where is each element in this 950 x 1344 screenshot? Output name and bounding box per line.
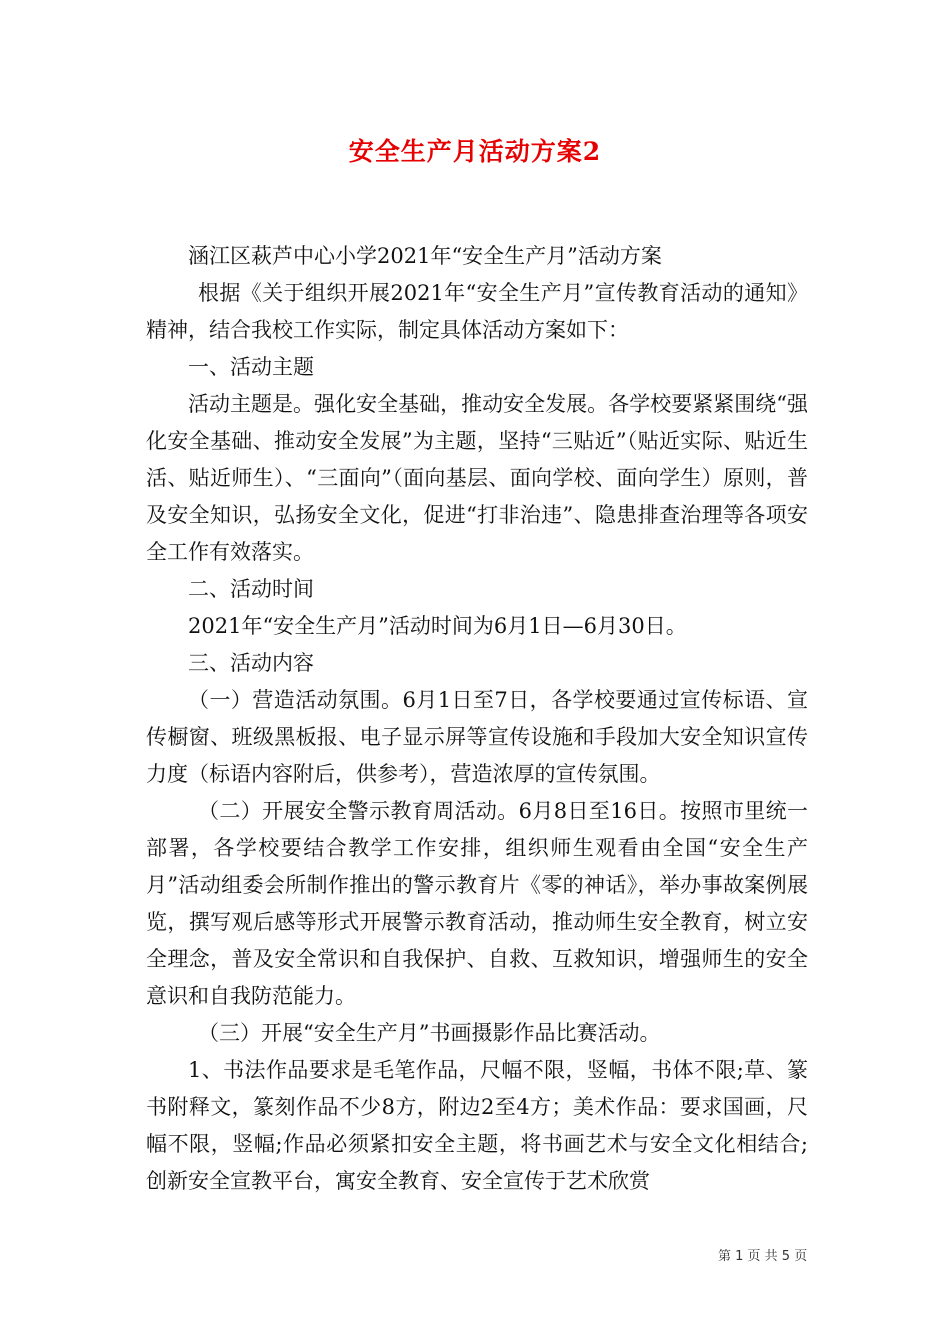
content-item-2: （二）开展安全警示教育周活动。6月8日至16日。按照市里统一部署，各学校要结合教学工作安排，组织师生观看由全国“安全生产月”活动组委会所制作推出的警示教育片《零的神话》，举办事故案例展览，撰写观后感等形式开展警示教育活动，推动师生安全教育，树立安全理念，普及安全常识和自我保护、自救、互救知识，增强师生的安全意识和自我防范能力。	[146, 799, 808, 1008]
subtitle-paragraph: 涵江区萩芦中心小学2021年“安全生产月”活动方案	[188, 244, 662, 268]
intro-paragraph: 根据《关于组织开展2021年“安全生产月”宣传教育活动的通知》精神，结合我校工作实际，制定具体活动方案如下：	[146, 281, 808, 342]
theme-paragraph: 活动主题是。强化安全基础，推动安全发展。各学校要紧紧围绕“强化安全基础、推动安全发展”为主题，坚持“三贴近”（贴近实际、贴近生活、贴近师生）、“三面向”（面向基层、面向学校、面向学生）原则，普及安全知识，弘扬安全文化，促进“打非治违”、隐患排查治理等各项安全工作有效落实。	[146, 392, 808, 564]
page-number: 第 1 页 共 5 页	[718, 1249, 808, 1264]
document-body	[146, 238, 808, 1200]
content-item-1: （一）营造活动氛围。6月1日至7日，各学校要通过宣传标语、宣传橱窗、班级黑板报、电子显示屏等宣传设施和手段加大安全知识宣传力度（标语内容附后，供参考），营造浓厚的宣传氛围。	[146, 688, 808, 786]
section-heading-time: 二、活动时间	[188, 577, 314, 601]
time-paragraph: 2021年“安全生产月”活动时间为6月1日—6月30日。	[188, 614, 687, 638]
document-title: 安全生产月活动方案2	[348, 137, 602, 166]
section-heading-content: 三、活动内容	[188, 651, 314, 675]
section-heading-theme: 一、活动主题	[188, 355, 314, 379]
content-item-3-1: 1、书法作品要求是毛笔作品，尺幅不限，竖幅，书体不限;草、篆书附释文，篆刻作品不少8方，附边2至4方；美术作品：要求国画，尺幅不限，竖幅;作品必须紧扣安全主题，将书画艺术与安全文化相结合;创新安全宣教平台，寓安全教育、安全宣传于艺术欣赏	[146, 1058, 808, 1193]
content-item-3: （三）开展“安全生产月”书画摄影作品比赛活动。	[198, 1021, 661, 1045]
